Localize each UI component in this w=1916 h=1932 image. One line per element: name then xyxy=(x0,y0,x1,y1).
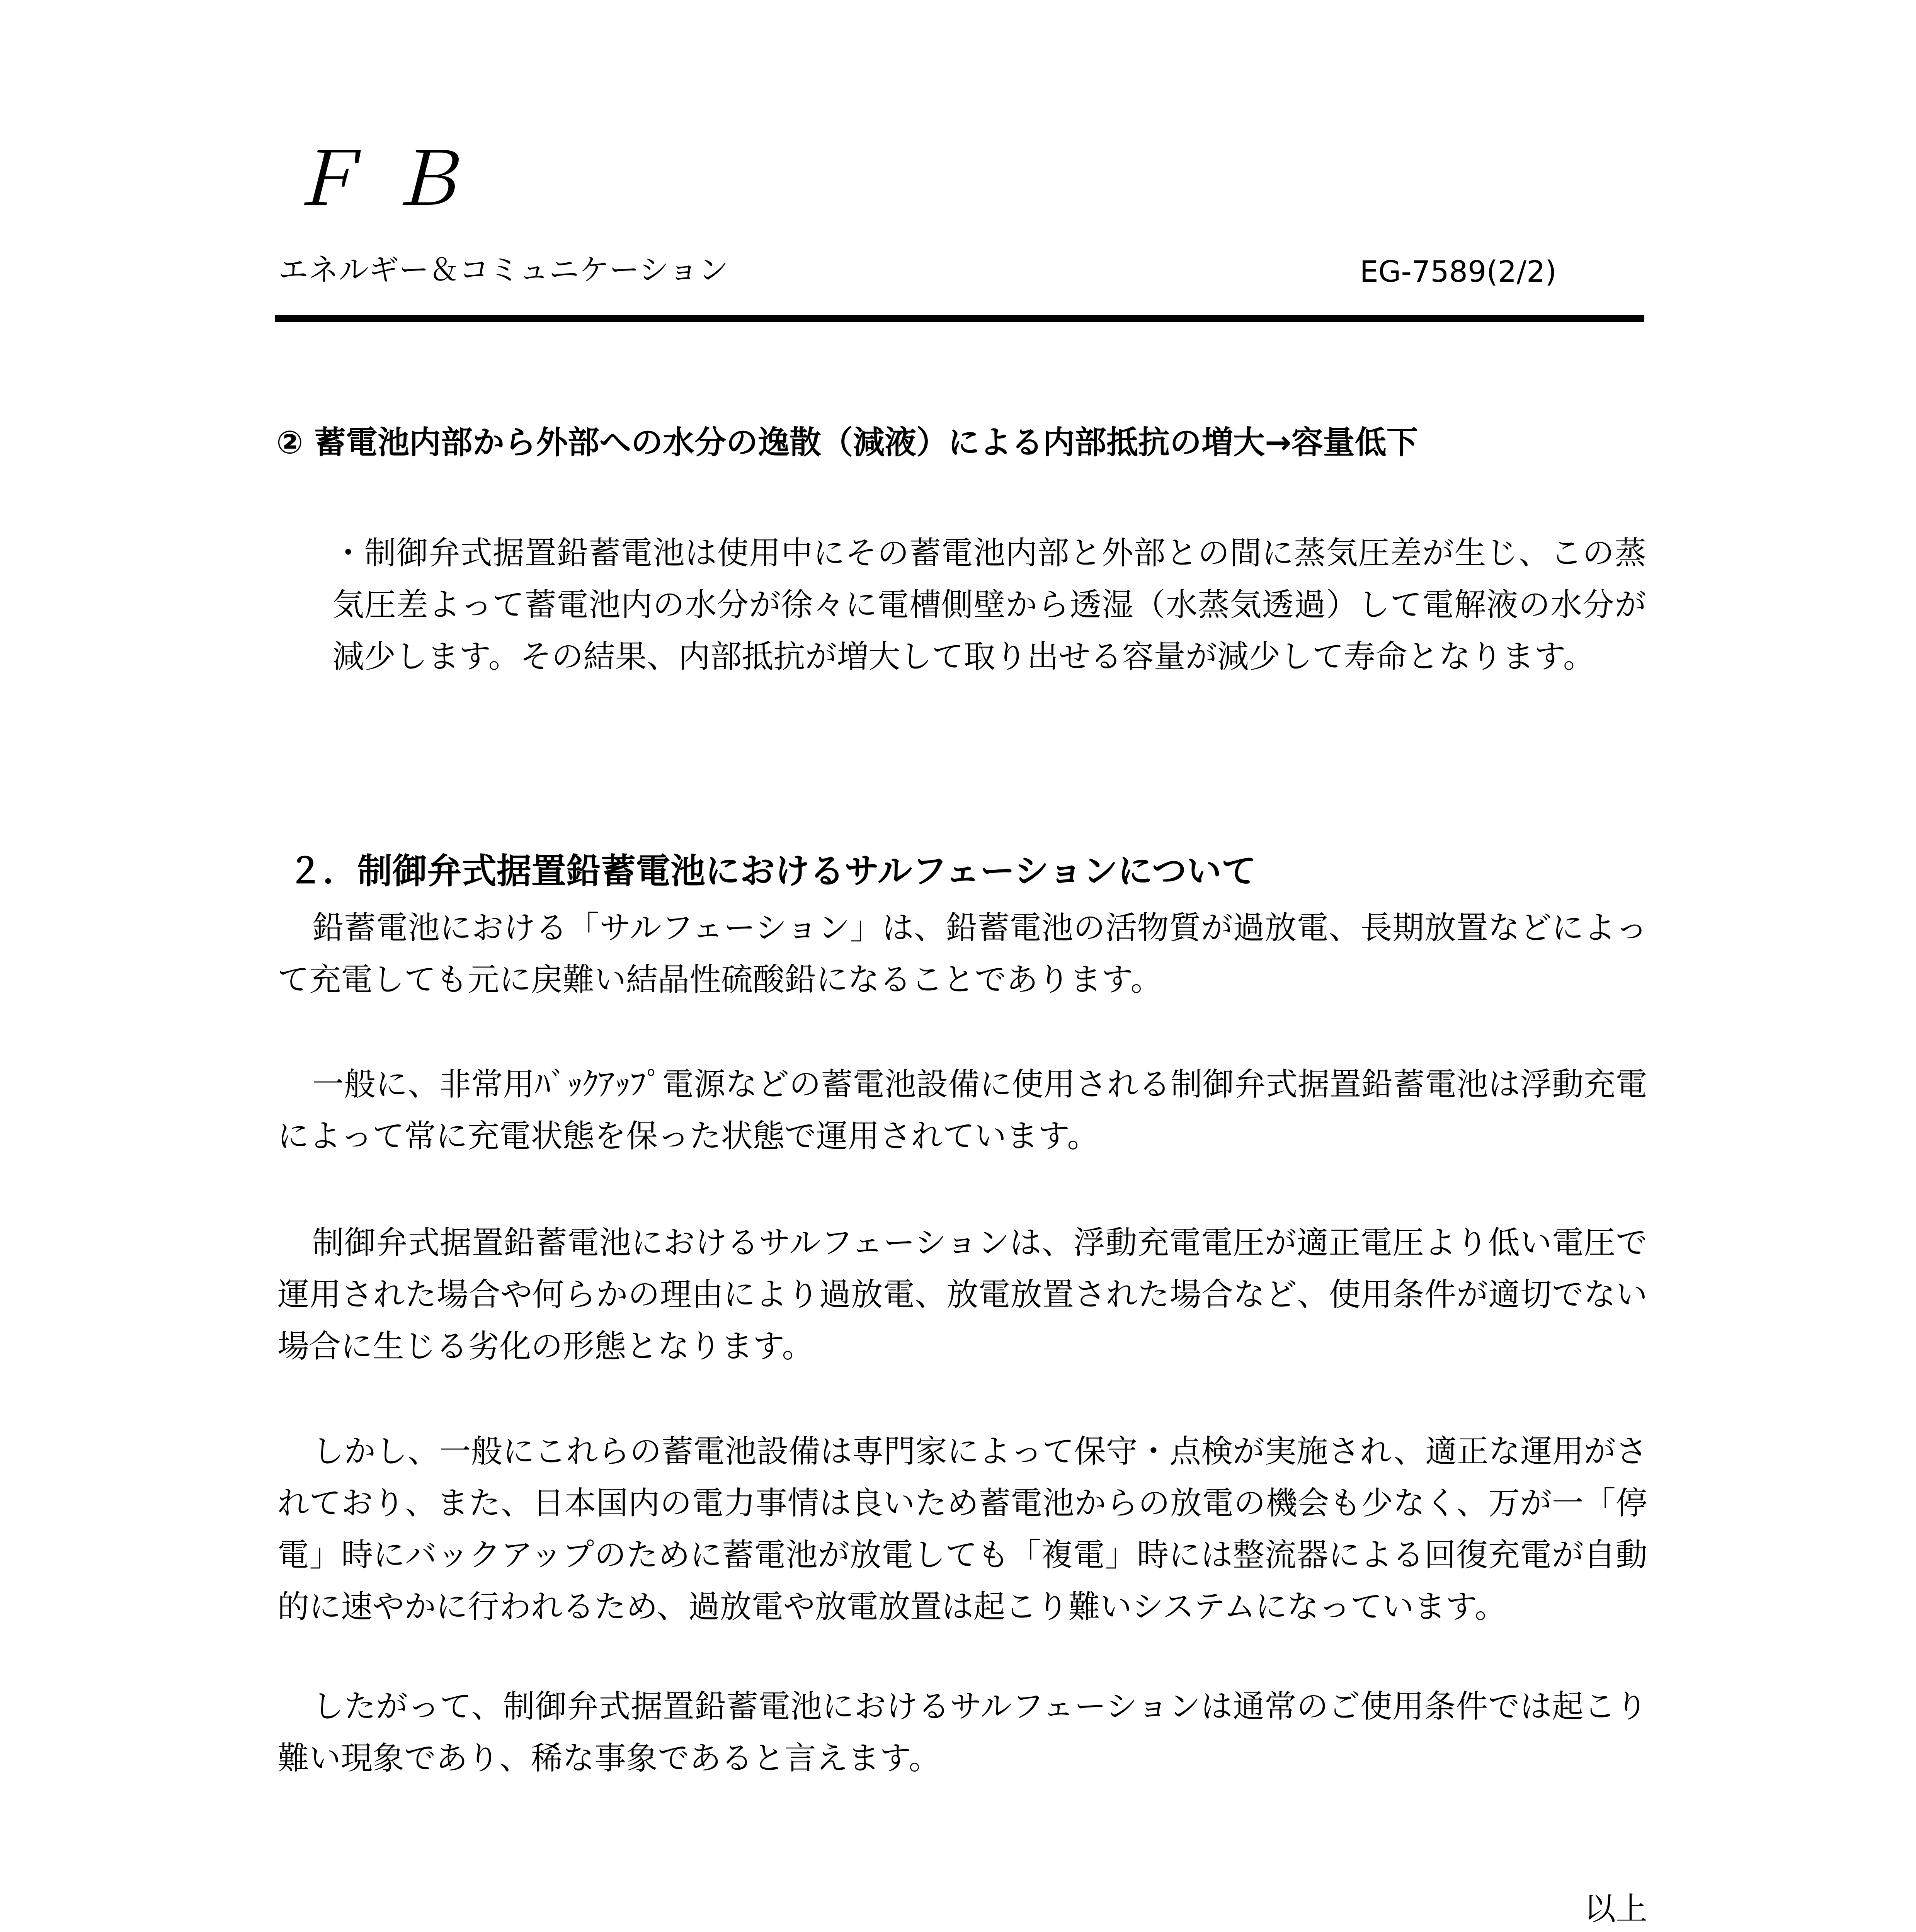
section-2-paragraph-4: しかし、一般にこれらの蓄電池設備は専門家によって保守・点検が実施され、適正な運用がされており、また、日本国内の電力事情は良いため蓄電池からの放電の機会も少なく、万が一「停電」時にバックアップのために蓄電池が放電しても「複電」時には整流器による回復充電が自動的に速やかに行われるため、過放電や放電放置は起こり難いシステムになっています。 xyxy=(277,1433,1647,1625)
header-rule xyxy=(275,315,1644,322)
section-2-heading: ２．制御弁式据置鉛蓄電池におけるサルフェーションについて xyxy=(288,851,1256,891)
closing-remark: 以上 xyxy=(1584,1891,1647,1927)
section-2-paragraph-2: 一般に、非常用ﾊﾞｯｸｱｯﾌﾟ電源などの蓄電池設備に使用される制御弁式据置鉛蓄電池は浮動充電によって常に充電状態を保った状態で運用されています。 xyxy=(277,1066,1647,1155)
section-2-paragraph-5: したがって、制御弁式据置鉛蓄電池におけるサルフェーションは通常のご使用条件では起こり難い現象であり、稀な事象であると言えます。 xyxy=(277,1688,1647,1777)
document-number: EG-7589(2/2) xyxy=(1360,254,1557,289)
division-name: エネルギー＆コミュニケーション xyxy=(278,253,729,287)
section-2-paragraph-1: 鉛蓄電池における「サルフェーション」は、鉛蓄電池の活物質が過放電、長期放置などによって充電しても元に戻難い結晶性硫酸鉛になることであります。 xyxy=(277,910,1647,998)
section-1-item-text: ・制御弁式据置鉛蓄電池は使用中にその蓄電池内部と外部との間に蒸気圧差が生じ、この蒸気圧差よって蓄電池内の水分が徐々に電槽側壁から透湿（水蒸気透過）して電解液の水分が減少します。その結果、内部抵抗が増大して取り出せる容量が減少して寿命となります。 xyxy=(332,535,1646,675)
section-2-paragraph-3: 制御弁式据置鉛蓄電池におけるサルフェーションは、浮動充電電圧が適正電圧より低い電圧で運用された場合や何らかの理由により過放電、放電放置された場合など、使用条件が適切でない場合に生じる劣化の形態となります。 xyxy=(277,1225,1647,1365)
company-logo: ＦＢ xyxy=(288,137,489,222)
section-1-item-heading: ② 蓄電池内部から外部への水分の逸散（減液）による内部抵抗の増大→容量低下 xyxy=(276,424,1418,461)
